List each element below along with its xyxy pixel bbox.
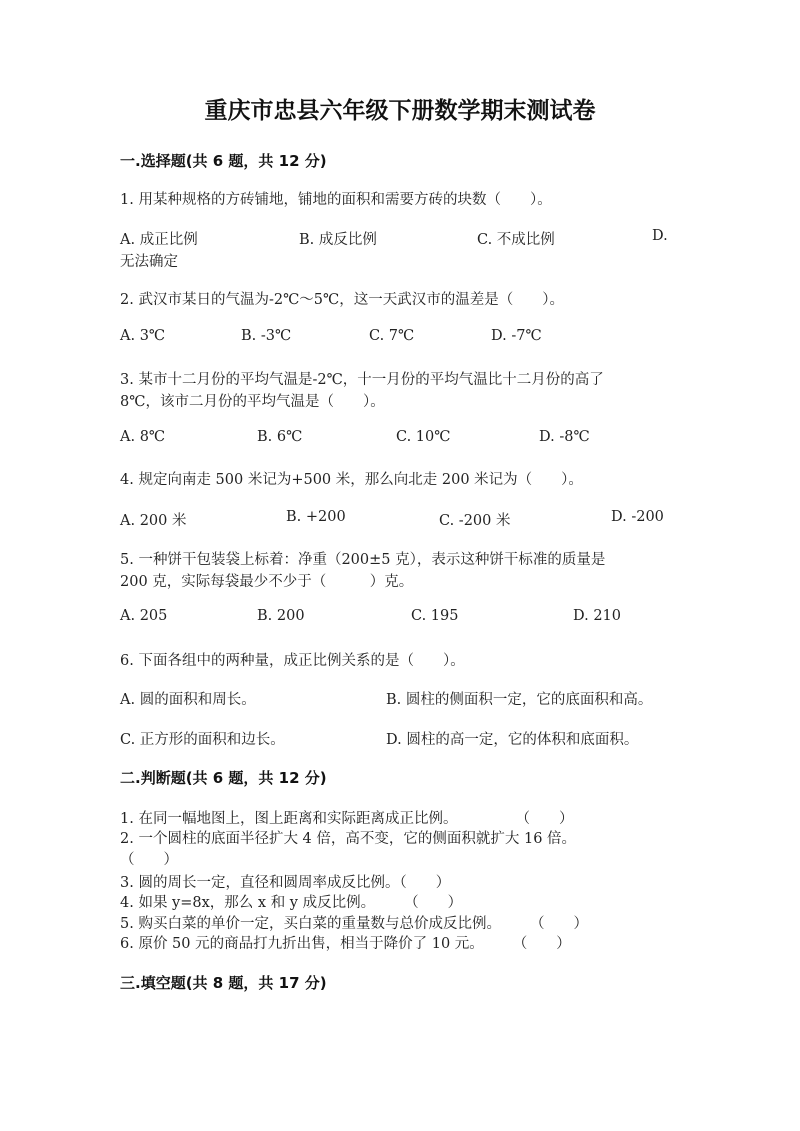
question-5-text-line1: 5. 一种饼干包装袋上标着：净重（200±5 克），表示这种饼干标准的质量是 [120, 552, 606, 568]
question-1-text: 1. 用某种规格的方砖铺地，铺地的面积和需要方砖的块数（ ）。 [120, 192, 552, 208]
q2-option-b: B. -3℃ [241, 328, 292, 344]
q4-option-d: D. -200 [611, 509, 664, 525]
judge-item-4: 4. 如果 y=8x，那么 x 和 y 成反比例。 （ ） [120, 895, 463, 911]
q6-option-d: D. 圆柱的高一定，它的体积和底面积。 [386, 732, 639, 748]
question-4-text: 4. 规定向南走 500 米记为+500 米，那么向北走 200 米记为（ ）。 [120, 472, 583, 488]
q4-option-c: C. -200 米 [439, 513, 511, 529]
q3-option-d: D. -8℃ [539, 429, 590, 445]
judge-item-2-bracket: （ ） [120, 852, 178, 868]
q2-option-a: A. 3℃ [120, 328, 166, 344]
section-heading-judge: 二.判断题(共 6 题，共 12 分) [120, 769, 327, 787]
judge-item-1: 1. 在同一幅地图上，图上距离和实际距离成正比例。 （ ） [120, 811, 574, 827]
q5-option-b: B. 200 [257, 608, 305, 624]
question-2-text: 2. 武汉市某日的气温为-2℃～5℃，这一天武汉市的温差是（ ）。 [120, 292, 564, 308]
section-heading-fill: 三.填空题(共 8 题，共 17 分) [120, 974, 327, 992]
q2-option-c: C. 7℃ [369, 328, 415, 344]
q1-option-d: D. [652, 228, 668, 244]
section-heading-choice: 一.选择题(共 6 题，共 12 分) [120, 152, 327, 170]
q5-option-a: A. 205 [120, 608, 168, 624]
q6-option-c: C. 正方形的面积和边长。 [120, 732, 285, 748]
judge-item-3: 3. 圆的周长一定，直径和圆周率成反比例。（ ） [120, 875, 451, 891]
q3-option-b: B. 6℃ [257, 429, 303, 445]
q1-option-d-wrap: 无法确定 [120, 254, 178, 270]
question-3-text-line2: 8℃，该市二月份的平均气温是（ ）。 [120, 394, 385, 410]
q3-option-a: A. 8℃ [120, 429, 166, 445]
judge-item-6: 6. 原价 50 元的商品打九折出售，相当于降价了 10 元。 （ ） [120, 936, 571, 952]
q6-option-b: B. 圆柱的侧面积一定，它的底面积和高。 [386, 692, 653, 708]
q6-option-a: A. 圆的面积和周长。 [120, 692, 256, 708]
q3-option-c: C. 10℃ [396, 429, 451, 445]
q1-option-c: C. 不成比例 [477, 232, 555, 248]
page-title: 重庆市忠县六年级下册数学期末测试卷 [204, 98, 596, 124]
question-3-text-line1: 3. 某市十二月份的平均气温是-2℃，十一月份的平均气温比十二月份的高了 [120, 372, 604, 388]
q1-option-a: A. 成正比例 [120, 232, 198, 248]
q2-option-d: D. -7℃ [491, 328, 542, 344]
q5-option-c: C. 195 [411, 608, 459, 624]
judge-item-5: 5. 购买白菜的单价一定，买白菜的重量数与总价成反比例。 （ ） [120, 916, 588, 932]
question-5-text-line2: 200 克，实际每袋最少不少于（ ）克。 [120, 574, 414, 590]
q5-option-d: D. 210 [573, 608, 622, 624]
q1-option-b: B. 成反比例 [299, 232, 377, 248]
q4-option-b: B. +200 [286, 509, 346, 525]
question-6-text: 6. 下面各组中的两种量，成正比例关系的是（ ）。 [120, 653, 465, 669]
q4-option-a: A. 200 米 [120, 513, 187, 529]
judge-item-2: 2. 一个圆柱的底面半径扩大 4 倍，高不变，它的侧面积就扩大 16 倍。 [120, 831, 577, 847]
